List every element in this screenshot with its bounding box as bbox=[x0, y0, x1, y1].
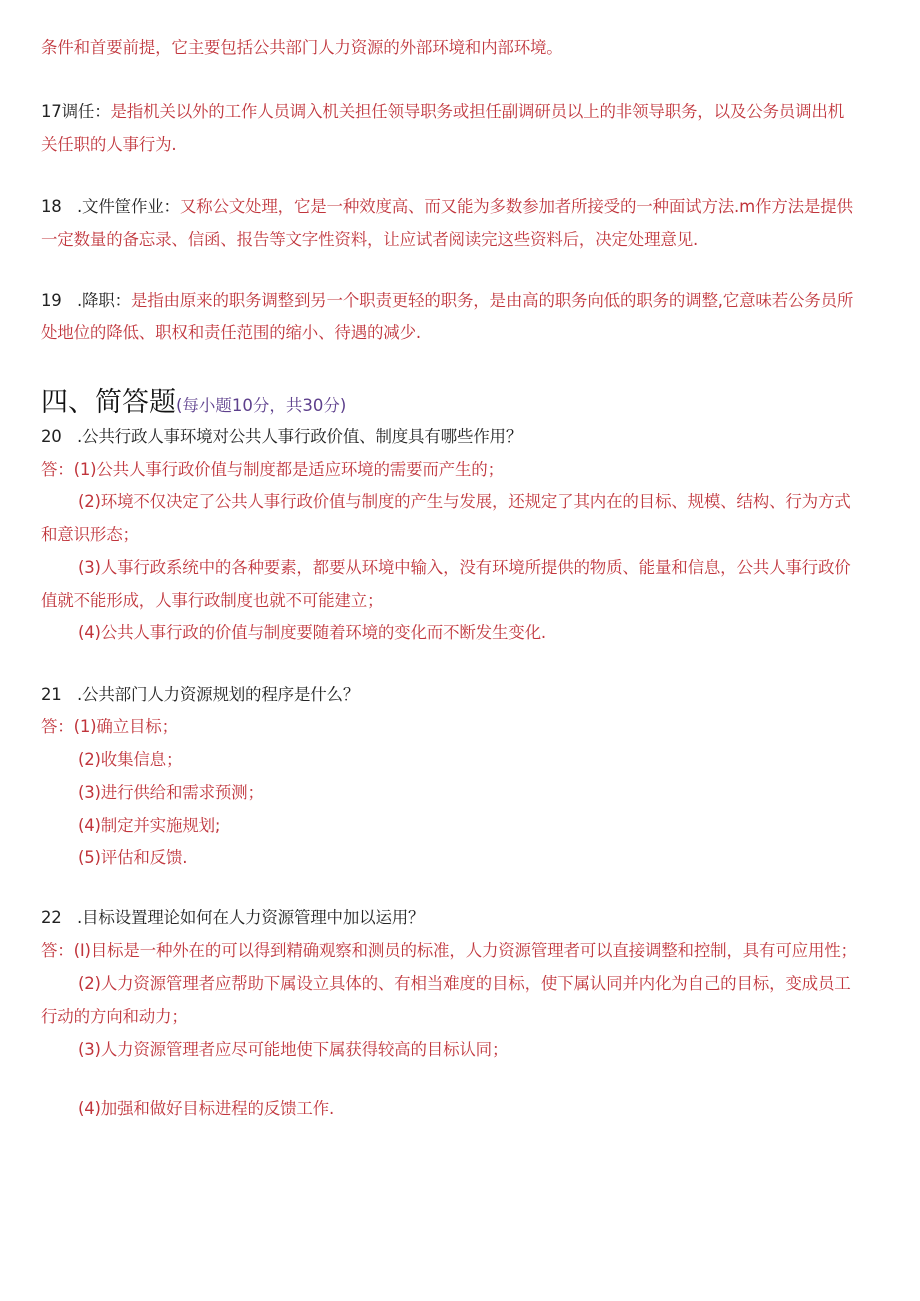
answer-20-line-3: 和意识形态； bbox=[41, 525, 139, 544]
section-heading bbox=[41, 386, 346, 423]
answer-22-line-5: (4)加强和做好目标进程的反馈工作. bbox=[78, 1099, 335, 1118]
answer-21-line-5: (5)评估和反馈. bbox=[78, 848, 188, 867]
answer-20-line-6: (4)公共人事行政的价值与制度要随着环境的变化而不断发生变化. bbox=[78, 623, 546, 642]
definition-17-line-1 bbox=[41, 101, 886, 123]
definition-18-number: 18 bbox=[41, 197, 62, 216]
definition-19-term: .降职： bbox=[77, 291, 131, 310]
question-20-text: .公共行政人事环境对公共人事行政价值、制度具有哪些作用？ bbox=[77, 427, 523, 446]
question-20-number: 20 bbox=[41, 427, 62, 446]
question-21 bbox=[41, 684, 886, 706]
answer-20-line-4: (3)人事行政系统中的各种要素，都要从环境中输入，没有环境所提供的物质、能量和信息，公共人事行政价 bbox=[78, 558, 851, 577]
definition-19-text: 是指由原来的职务调整到另一个职责更轻的职务，是由高的职务向低的职务的调整,它意味若公务员所 bbox=[130, 291, 854, 310]
definition-19-line-2: 处地位的降低、职权和责任范围的缩小、待遇的减少. bbox=[41, 323, 421, 342]
answer-22-line-1: 答：(I)目标是一种外在的可以得到精确观察和测员的标准，人力资源管理者可以直接调整和控制，具有可应用性； bbox=[41, 941, 857, 960]
definition-18-term: .文件筐作业： bbox=[77, 197, 180, 216]
answer-21-line-1: 答：(1)确立目标； bbox=[41, 717, 178, 736]
definition-16-continuation: 条件和首要前提，它主要包括公共部门人力资源的外部环境和内部环境。 bbox=[41, 38, 563, 57]
answer-21-line-4: (4)制定并实施规划; bbox=[78, 816, 221, 835]
answer-20-line-1: 答：(1)公共人事行政价值与制度都是适应环境的需要而产生的； bbox=[41, 460, 504, 479]
definition-18-line-1 bbox=[41, 196, 886, 218]
question-22-number: 22 bbox=[41, 908, 62, 927]
answer-22-line-4: (3)人力资源管理者应尽可能地使下属获得较高的目标认同； bbox=[78, 1040, 509, 1059]
definition-17-term: 17调任： bbox=[41, 102, 111, 121]
definition-19-number: 19 bbox=[41, 291, 62, 310]
answer-20-line-2: (2)环境不仅决定了公共人事行政价值与制度的产生与发展，还规定了其内在的目标、规模、结构、行为方式 bbox=[78, 492, 851, 511]
answer-20-line-5: 值就不能形成，人事行政制度也就不可能建立； bbox=[41, 591, 384, 610]
section-title: 四、简答题 bbox=[41, 387, 176, 418]
answer-21-line-3: (3)进行供给和需求预测； bbox=[78, 783, 264, 802]
definition-17-line-2: 关任职的人事行为. bbox=[41, 135, 177, 154]
question-21-text: .公共部门人力资源规划的程序是什么？ bbox=[77, 685, 360, 704]
definition-18-line-2: 一定数量的备忘录、信函、报告等文字性资料，让应试者阅读完这些资料后，决定处理意见. bbox=[41, 230, 699, 249]
definition-19-line-1 bbox=[41, 290, 886, 312]
question-21-number: 21 bbox=[41, 685, 62, 704]
answer-22-line-2: (2)人力资源管理者应帮助下属设立具体的、有相当难度的目标，使下属认同并内化为自己的目标，变成员工 bbox=[78, 974, 851, 993]
section-score-note: (每小题10分，共30分) bbox=[176, 396, 347, 415]
question-22-text: .目标设置理论如何在人力资源管理中加以运用？ bbox=[77, 908, 425, 927]
definition-18-text: 又称公文处理，它是一种效度高、而又能为多数参加者所接受的一种面试方法.m作方法是提供 bbox=[179, 197, 853, 216]
definition-17-text: 是指机关以外的工作人员调入机关担任领导职务或担任副调研员以上的非领导职务，以及公务员调出机 bbox=[110, 102, 845, 121]
answer-22-line-3: 行动的方向和动力； bbox=[41, 1007, 188, 1026]
question-22 bbox=[41, 907, 886, 929]
question-20 bbox=[41, 426, 886, 448]
answer-21-line-2: (2)收集信息； bbox=[78, 750, 183, 769]
